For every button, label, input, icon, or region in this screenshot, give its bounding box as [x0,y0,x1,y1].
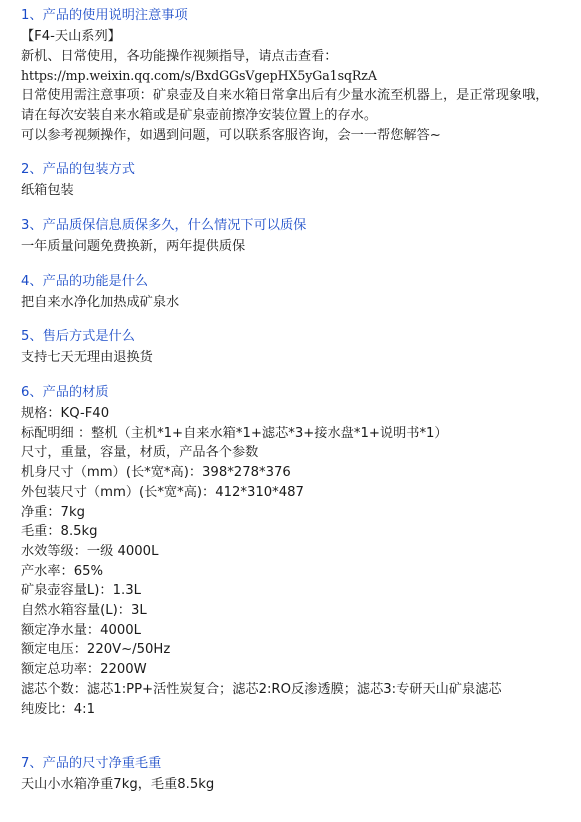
spec-water-rate: 产水率：65% [21,563,104,579]
spec-water-efficiency: 水效等级：一级 4000L [21,543,159,559]
spec-package-size: 外包装尺寸（mm）(长*宽*高)：412*310*487 [21,484,304,500]
size-weight-text: 天山小水箱净重7kg，毛重8.5kg [21,777,215,793]
warranty-text: 一年质量问题免费换新，两年提供质保 [21,238,246,254]
function-text: 把自来水净化加热成矿泉水 [21,294,180,310]
section-warranty [21,215,581,257]
video-guide-link[interactable]: https://mp.weixin.qq.com/s/BxdGGsVgepHX5yGa1sqRzA [21,68,377,84]
section-usage-notes [21,5,581,145]
section-heading: 1、产品的使用说明注意事项 [21,8,188,23]
section-function [21,271,581,313]
spec-package-contents: 标配明细 ：整机（主机*1+自来水箱*1+滤芯*3+接水盘*1+说明书*1） [21,425,448,441]
spec-filters: 滤芯个数：滤芯1:PP+活性炭复合；滤芯2:RO反渗透膜；滤芯3:专研天山矿泉滤芯 [21,681,502,697]
spec-gross-weight: 毛重：8.5kg [21,524,98,540]
section-materials [21,382,581,719]
section-heading: 5、售后方式是什么 [21,329,135,345]
section-heading: 4、产品的功能是什么 [21,273,149,289]
section-heading: 2、产品的包装方式 [21,162,135,178]
support-note: 可以参考视频操作，如遇到问题，可以联系客服咨询，会一一帮您解答~ [21,127,441,143]
section-heading: 6、产品的材质 [21,385,109,401]
video-guide-text: 新机、日常使用，各功能操作视频指导，请点击查看： [21,48,338,64]
section-after-sales [21,326,581,368]
section-heading: 3、产品质保信息质保多久，什么情况下可以质保 [21,217,307,233]
spec-rated-power: 额定总功率：2200W [21,662,147,678]
spec-waste-ratio: 纯废比：4:1 [21,701,95,717]
spec-body-size: 机身尺寸（mm）(长*宽*高)：398*278*376 [21,465,291,481]
section-size-weight [21,753,581,795]
spec-tank-capacity: 自然水箱容量(L)：3L [21,603,147,619]
spec-pot-capacity: 矿泉壶容量L)：1.3L [21,583,141,599]
daily-use-notice: 日常使用需注意事项：矿泉壶及自来水箱日常拿出后有少量水流至机器上，是正常现象哦，请在每次安装自来水箱或是矿泉壶前擦净安装位置上的存水。 [21,88,549,123]
spec-net-weight: 净重：7kg [21,504,85,520]
section-packaging [21,159,581,201]
spec-model: 规格：KQ-F40 [21,406,110,422]
packaging-text: 纸箱包装 [21,183,74,199]
series-label: 【F4-天山系列】 [21,29,121,44]
spec-rated-volume: 额定净水量：4000L [21,622,142,638]
after-sales-text: 支持七天无理由退换货 [21,350,153,366]
section-heading: 7、产品的尺寸净重毛重 [21,756,162,772]
spec-rated-voltage: 额定电压：220V~/50Hz [21,642,171,658]
spec-params-intro: 尺寸，重量，容量，材质，产品各个参数 [21,445,259,461]
